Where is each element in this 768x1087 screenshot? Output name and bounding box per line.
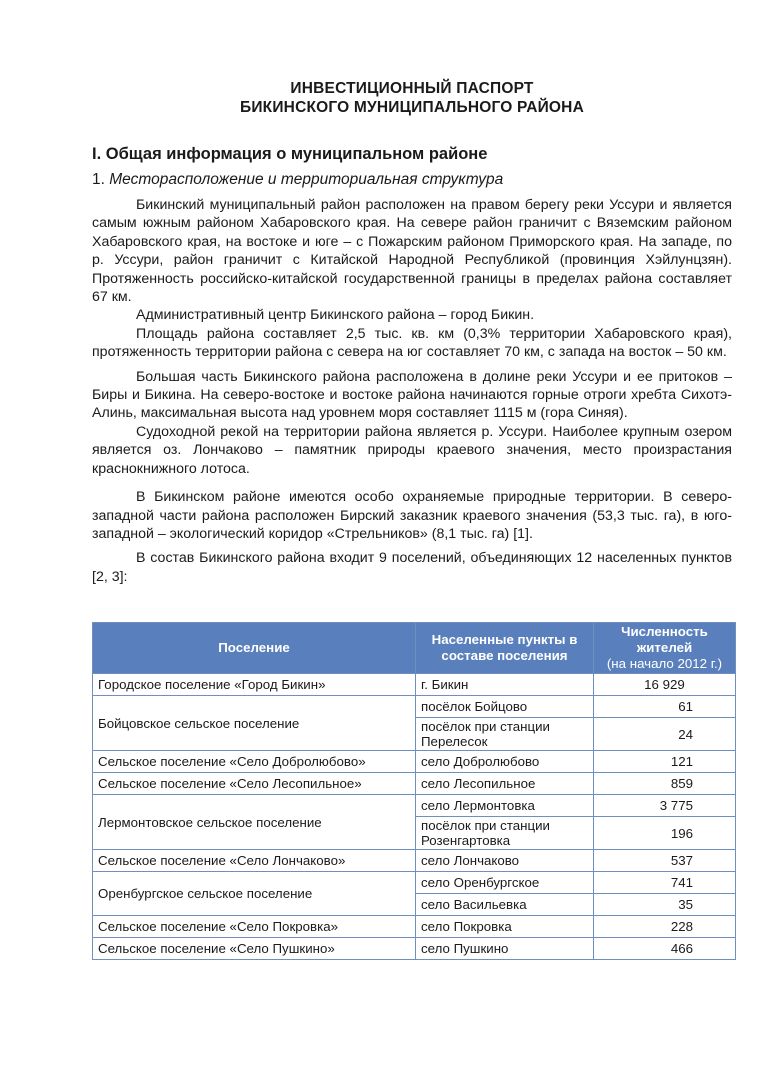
- locality-cell: село Пушкино: [416, 938, 594, 960]
- settlement-cell: Сельское поселение «Село Добролюбово»: [93, 751, 416, 773]
- population-cell: 61: [594, 696, 736, 718]
- header-population-title: Численность жителей: [621, 624, 708, 655]
- subsection-heading: [92, 171, 503, 189]
- table-row: [93, 938, 736, 960]
- settlement-cell: Сельское поселение «Село Покровка»: [93, 916, 416, 938]
- locality-cell: посёлок при станции Розенгартовка: [416, 817, 594, 850]
- table-row: [93, 916, 736, 938]
- population-cell: 466: [594, 938, 736, 960]
- paragraph-settlements-intro: В состав Бикинского района входит 9 поселений, объединяющих 12 населенных пунктов [2, 3]:: [92, 550, 732, 585]
- population-cell: 741: [594, 872, 736, 894]
- locality-cell: село Покровка: [416, 916, 594, 938]
- paragraph-admin-center: Административный центр Бикинского района – город Бикин.: [136, 307, 535, 324]
- population-cell: 121: [594, 751, 736, 773]
- population-cell: 228: [594, 916, 736, 938]
- table-row: [93, 773, 736, 795]
- locality-cell: село Оренбургское: [416, 872, 594, 894]
- locality-cell: г. Бикин: [416, 674, 594, 696]
- locality-cell: село Лончаково: [416, 850, 594, 872]
- settlement-cell: Сельское поселение «Село Лончаково»: [93, 850, 416, 872]
- population-cell: 3 775: [594, 795, 736, 817]
- subsection-number: 1.: [92, 171, 105, 188]
- locality-cell: село Лермонтовка: [416, 795, 594, 817]
- settlement-cell: Сельское поселение «Село Пушкино»: [93, 938, 416, 960]
- population-cell: 35: [594, 894, 736, 916]
- header-localities: Населенные пункты в составе поселения: [416, 623, 594, 674]
- table-row: [93, 872, 736, 894]
- table-row: [93, 850, 736, 872]
- paragraph-protected-areas: В Бикинском районе имеются особо охраняемые природные территории. В северо-западной части района расположен Бирский заказник краевого значения (53,3 тыс. га), в юго-западной – экологический коридор «Стрельников» (8,1 тыс. га) [1].: [92, 489, 732, 542]
- header-population-note: (на начало 2012 г.): [606, 656, 723, 671]
- locality-cell: село Добролюбово: [416, 751, 594, 773]
- table-row: [93, 795, 736, 817]
- subsection-title: Месторасположение и территориальная структура: [109, 171, 504, 188]
- document-title-line-1: ИНВЕСТИЦИОННЫЙ ПАСПОРТ: [290, 80, 534, 97]
- settlements-table: [92, 622, 736, 960]
- locality-cell: посёлок при станции Перелесок: [416, 718, 594, 751]
- settlement-cell: Лермонтовское сельское поселение: [93, 795, 416, 850]
- locality-cell: село Лесопильное: [416, 773, 594, 795]
- settlement-cell: Городское поселение «Город Бикин»: [93, 674, 416, 696]
- population-cell: 196: [594, 817, 736, 850]
- settlement-cell: Сельское поселение «Село Лесопильное»: [93, 773, 416, 795]
- population-cell: 24: [594, 718, 736, 751]
- document-title-line-2: БИКИНСКОГО МУНИЦИПАЛЬНОГО РАЙОНА: [240, 99, 584, 116]
- settlement-cell: Оренбургское сельское поселение: [93, 872, 416, 916]
- paragraph-location: Бикинский муниципальный район расположен на правом берегу реки Уссури и является самым южным районом Хабаровского края. На севере район граничит с Вяземским районом Хабаровского края, на востоке и юге – с Пожарским районом Приморского края. На западе, по р. Уссури, район граничит с Китайской Народной Республикой (провинция Хэйлунцзян). Протяженность российско-китайской государственной границы в пределах района составляет 67 км.: [92, 197, 732, 306]
- header-population: [594, 623, 736, 674]
- paragraph-water: Судоходной рекой на территории района является р. Уссури. Наиболее крупным озером является оз. Лончаково – памятник природы краевого значения, место произрастания краснокнижного лотоса.: [92, 423, 732, 477]
- paragraph-relief: Большая часть Бикинского района расположена в долине реки Уссури и ее притоков – Биры и Бикина. На северо-востоке и востоке района начинаются горные отроги хребта Сихотэ-Алинь, максимальная высота над уровнем моря составляет 1115 м (гора Синяя).: [92, 368, 732, 422]
- body-text: [92, 196, 732, 586]
- section-heading: I. Общая информация о муниципальном районе: [92, 145, 488, 163]
- population-cell: 16 929: [594, 674, 736, 696]
- paragraph-area: Площадь района составляет 2,5 тыс. кв. км (0,3% территории Хабаровского края), протяженность территории района с севера на юг составляет 70 км, с запада на восток – 50 км.: [92, 325, 732, 361]
- table-header-row: [93, 623, 736, 674]
- locality-cell: посёлок Бойцово: [416, 696, 594, 718]
- table-row: [93, 696, 736, 718]
- population-cell: 537: [594, 850, 736, 872]
- population-cell: 859: [594, 773, 736, 795]
- locality-cell: село Васильевка: [416, 894, 594, 916]
- header-settlement: Поселение: [93, 623, 416, 674]
- settlement-cell: Бойцовское сельское поселение: [93, 696, 416, 751]
- table-row: [93, 674, 736, 696]
- table-row: [93, 751, 736, 773]
